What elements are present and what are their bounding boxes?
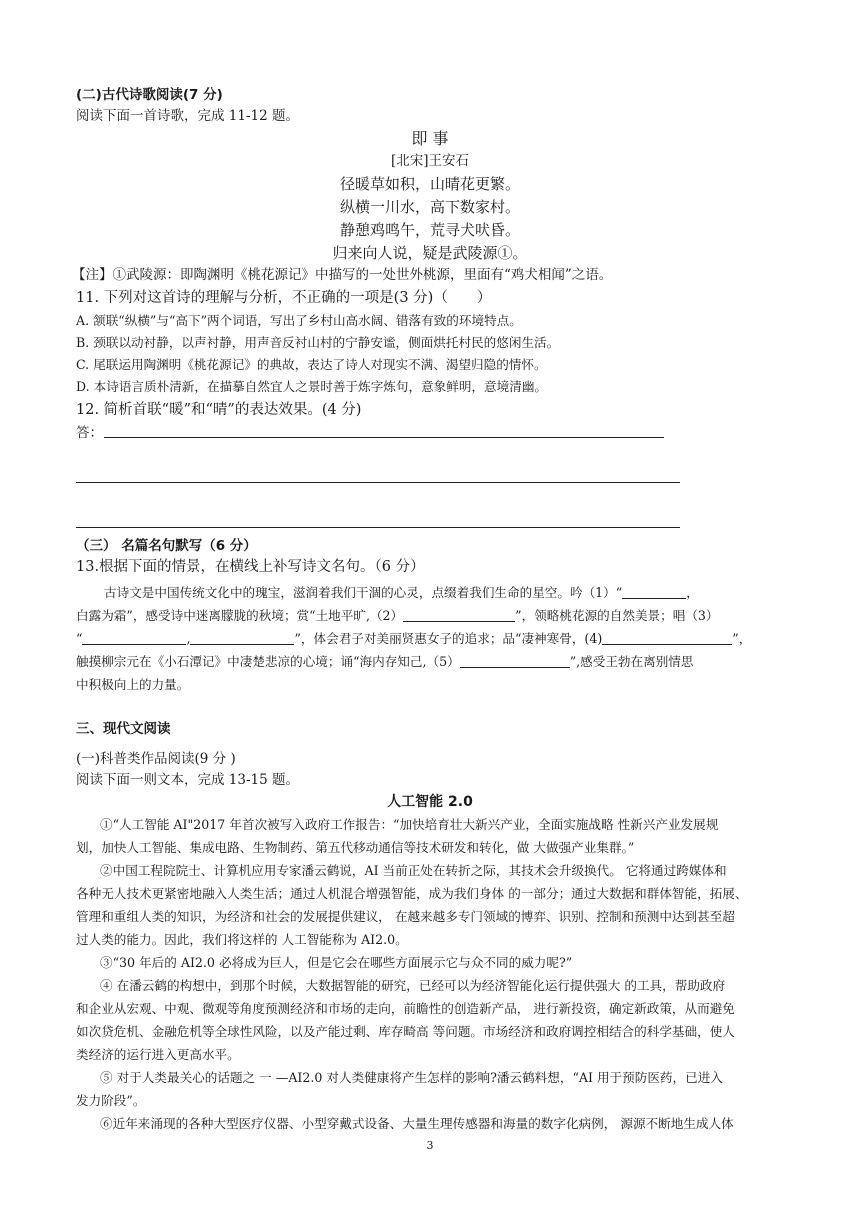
article-line: 管理和重组人类的知识，为经济和社会的发展提供建议， 在越来越多专门领域的博弈、识别、控制和预测中达到甚至超 xyxy=(76,909,735,924)
question-11: 11. 下列对这首诗的理解与分析，不正确的一项是(3 分)（ ） xyxy=(76,290,492,306)
option-d: D. 本诗语言质朴清新，在描摹自然宜人之景时善于炼字炼句，意象鲜明，意境清幽。 xyxy=(76,379,548,394)
poem-line: 径暖草如积，山晴花更繁。 xyxy=(339,175,520,193)
poem-author: [北宋]王安石 xyxy=(390,153,470,169)
page-number: 3 xyxy=(426,1139,434,1152)
article-line: ⑤ 对于人类最关心的话题之 一 —AI2.0 对人类健康将产生怎样的影响?潘云鹤料想，“AI 用于预防医药，已进入 xyxy=(100,1070,723,1085)
poem-title: 即 事 xyxy=(411,129,449,148)
poetry-instruction: 阅读下面一首诗歌，完成 11-12 题。 xyxy=(76,108,300,124)
article-title: 人工智能 2.0 xyxy=(387,794,473,810)
article-line: 过人类的能力。因此，我们将这样的 人工智能称为 AI2.0。 xyxy=(76,932,408,947)
article-line: 如次贷危机、金融危机等全球性风险，以及产能过剩、库存畸高 等问题。市场经济和政府调控相结合的科学基础，使人 xyxy=(76,1024,735,1039)
fill-blank-2[interactable] xyxy=(403,607,515,622)
dictation-paragraph-line: 触摸柳宗元在《小石潭记》中凄楚悲凉的心境；诵“海内存知己,（5） ”,感受王勃在离别情思 xyxy=(76,654,694,669)
article-line: ①“人工智能 AI"2017 年首次被写入政府工作报告：“加快培育壮大新兴产业，全面实施战略 性新兴产业发展规 xyxy=(100,817,719,832)
answer-line[interactable] xyxy=(76,527,680,528)
dictation-paragraph-line: “ , ”，体会君子对美丽贤惠女子的追求；品“凄神寒骨，(4) ”， xyxy=(76,631,752,646)
answer-line[interactable] xyxy=(104,437,664,438)
poem-line: 静憩鸡鸣午，荒寻犬吠昏。 xyxy=(339,221,520,239)
poem-line: 纵横一川水，高下数家村。 xyxy=(339,198,520,216)
poem-line: 归来向人说，疑是武陵源①。 xyxy=(332,244,528,262)
section-heading-poetry: (二)古代诗歌阅读(7 分) xyxy=(76,87,223,103)
article-line: 和企业从宏观、中观、微观等角度预测经济和市场的走向，前瞻性的创造新产品， 进行新投资，确定新政策，从而避免 xyxy=(76,1001,735,1016)
article-line: ③“30 年后的 AI2.0 必将成为巨人，但是它会在哪些方面展示它与众不同的威力呢?” xyxy=(100,955,573,970)
option-a: A. 颔联“纵横”与“高下”两个词语，写出了乡村山高水阔、错落有致的环境特点。 xyxy=(76,313,522,328)
question-12: 12. 简析首联“暖”和“晴”的表达效果。(4 分) xyxy=(76,402,362,418)
fill-blank-4[interactable] xyxy=(602,630,732,645)
answer-label: 答： xyxy=(76,425,103,441)
article-line: 各种无人技术更紧密地融入人类生活；通过人机混合增强智能，成为我们身体 的一部分；通过大数据和群体智能，拓展、 xyxy=(76,886,748,901)
option-b: B. 颈联以动衬静，以声衬静，用声音反衬山村的宁静安谧，侧面烘托村民的悠闲生活。 xyxy=(76,335,560,350)
section-heading-dictation: （三） 名篇名句默写（6 分） xyxy=(76,538,257,554)
fill-blank-5[interactable] xyxy=(460,653,570,668)
subsection-heading: (一)科普类作品阅读(9 分 ) xyxy=(76,751,236,767)
dictation-paragraph-line: 白露为霜”，感受诗中迷离朦胧的秋境；赏“土地平旷,（2） ”，领略桃花源的自然美景；唱（3） xyxy=(76,608,719,623)
option-c: C. 尾联运用陶渊明《桃花源记》的典故，表达了诗人对现实不满、渴望归隐的情怀。 xyxy=(76,357,547,372)
section-heading-modern: 三、现代文阅读 xyxy=(76,721,171,737)
poem-note: 【注】①武陵源：即陶渊明《桃花源记》中描写的一处世外桃源，里面有“鸡犬相闻”之语。 xyxy=(72,267,613,283)
fill-blank-3a[interactable] xyxy=(82,630,186,645)
article-line: 发力阶段”。 xyxy=(76,1093,146,1108)
question-13: 13.根据下面的情景，在横线上补写诗文名句。（6 分） xyxy=(76,559,425,575)
answer-line[interactable] xyxy=(76,482,680,483)
article-line: ④ 在潘云鹤的构想中，到那个时候，大数据智能的研究，已经可以为经济智能化运行提供强大 的工具，帮助政府 xyxy=(100,978,726,993)
dictation-paragraph-line: 中积极向上的力量。 xyxy=(76,677,190,692)
article-line: 类经济的运行进入更高水平。 xyxy=(76,1047,240,1062)
article-line: ②中国工程院院士、计算机应用专家潘云鹤说，AI 当前正处在转折之际，其技术会升级换代。 它将通过跨媒体和 xyxy=(100,863,727,878)
fill-blank-3b[interactable] xyxy=(190,630,294,645)
article-line: ⑥近年来涌现的各种大型医疗仪器、小型穿戴式设备、大量生理传感器和海量的数字化病例， 源源不断地生成人体 xyxy=(100,1116,734,1131)
article-line: 划，加快人工智能、集成电路、生物制药、第五代移动通信等技术研发和转化，做 大做强产业集群。” xyxy=(76,840,635,855)
modern-instruction: 阅读下面一则文本，完成 13-15 题。 xyxy=(76,772,300,788)
fill-blank-1[interactable] xyxy=(622,584,686,599)
dictation-paragraph-line: 古诗文是中国传统文化中的瑰宝，滋润着我们干涸的心灵，点缀着我们生命的星空。吟（1）“ ， xyxy=(104,585,699,600)
